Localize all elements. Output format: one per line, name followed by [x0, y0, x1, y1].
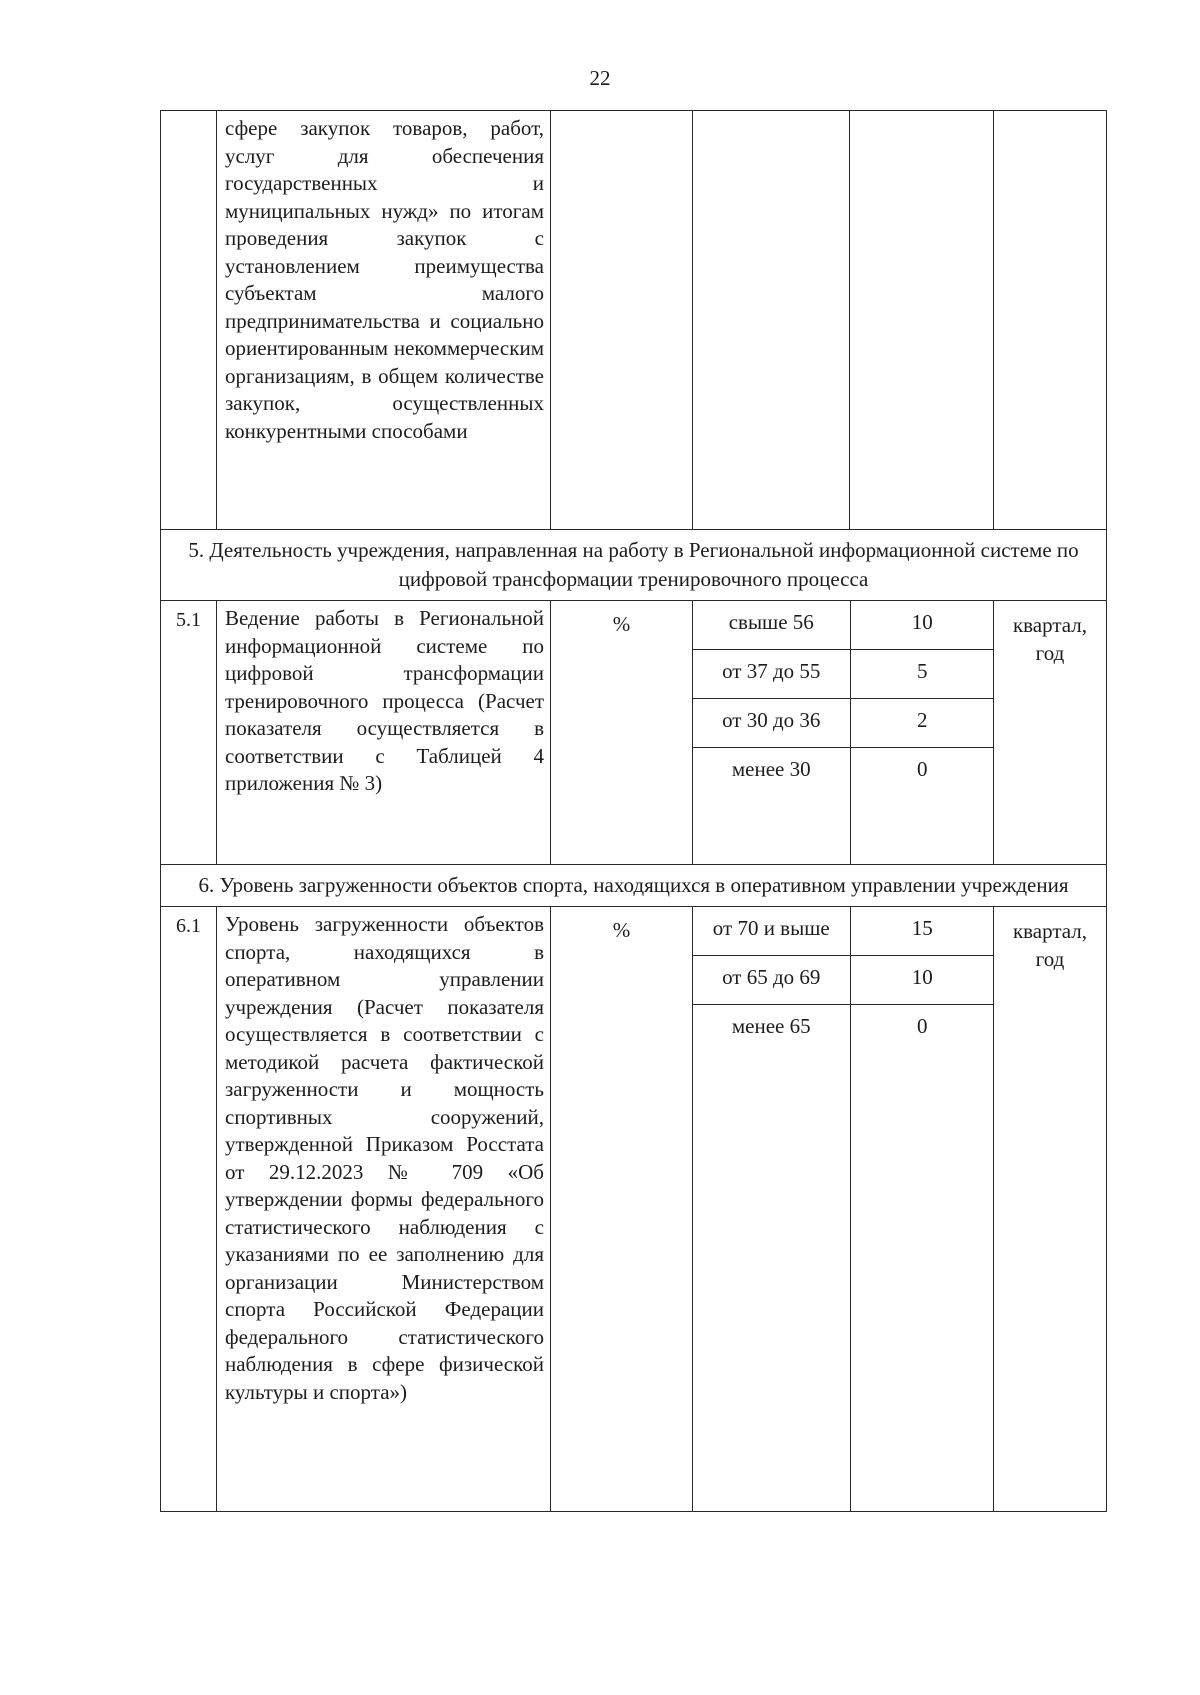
criteria-range: свыше 56	[693, 601, 850, 650]
criteria-points: 10	[850, 956, 994, 1005]
row-number	[161, 111, 217, 530]
criteria-range: менее 65	[731, 1014, 811, 1038]
section-title: 5. Деятельность учреждения, направленная на работу в Региональной информационной системе по цифровой трансформации тренировочного процесса	[161, 530, 1107, 601]
criteria-row	[693, 699, 994, 748]
indicator-number: 5.1	[161, 601, 217, 865]
criteria-points: 5	[850, 650, 994, 699]
criteria-row	[693, 1005, 994, 1512]
indicator-description: Уровень загруженности объектов спорта, находящихся в оперативном управлении учреждения (Расчет показателя осуществляется в соответствии с методикой расчета фактической загруженности и мощность спортивных сооружений, утвержденной Приказом Росстата от 29.12.2023 № 709 «Об утверждении формы федерального статистического наблюдения с указаниями по ее заполнению для организации Министерством спорта Российской Федерации федерального статистического наблюдения в сфере физической культуры и спорта»)	[217, 907, 551, 1512]
section-header-row	[161, 865, 1107, 907]
criteria-row	[693, 956, 994, 1005]
criteria-row	[693, 650, 994, 699]
indicator-description: Ведение работы в Региональной информационной системе по цифровой трансформации тренировочного процесса (Расчет показателя осуществляется в соответствии с Таблицей 4 приложения № 3)	[217, 601, 551, 865]
page-number: 22	[589, 66, 611, 90]
criteria-points: 0	[850, 748, 994, 865]
indicator-number: 6.1	[161, 907, 217, 1512]
table-row-continuation	[161, 111, 1107, 530]
criteria-row	[693, 907, 994, 956]
period-cell	[994, 111, 1107, 530]
criteria-range: от 37 до 55	[693, 650, 850, 699]
criteria-row	[693, 748, 994, 865]
indicator-description: сфере закупок товаров, работ, услуг для обеспечения государственных и муниципальных нужд» по итогам проведения закупок с установлением преимущества субъектам малого предпринимательства и социально ориентированным некоммерческим организациям, в общем количестве закупок, осуществленных конкурентными способами	[217, 111, 551, 530]
criteria-range: от 65 до 69	[693, 956, 850, 1005]
criteria-range: менее 30	[731, 757, 811, 781]
period-cell: квартал, год	[994, 601, 1107, 865]
unit-cell	[551, 111, 693, 530]
criteria-points: 2	[850, 699, 994, 748]
criteria-cell	[693, 601, 994, 865]
criteria-list	[693, 601, 994, 864]
range-cell	[693, 111, 850, 530]
criteria-list	[693, 907, 994, 1511]
criteria-range: от 70 и выше	[693, 907, 850, 956]
period-cell: квартал, год	[994, 907, 1107, 1512]
table-row-indicator	[161, 601, 1107, 865]
criteria-points: 10	[850, 601, 994, 650]
table-row-indicator	[161, 907, 1107, 1512]
unit-cell: %	[551, 601, 693, 865]
criteria-table	[160, 110, 1107, 1512]
criteria-points: 15	[850, 907, 994, 956]
points-cell	[850, 111, 994, 530]
criteria-row	[693, 601, 994, 650]
criteria-cell	[693, 907, 994, 1512]
criteria-points: 0	[850, 1005, 994, 1512]
unit-cell: %	[551, 907, 693, 1512]
criteria-range: от 30 до 36	[693, 699, 850, 748]
section-header-row	[161, 530, 1107, 601]
section-title: 6. Уровень загруженности объектов спорта, находящихся в оперативном управлении учреждения	[161, 865, 1107, 907]
